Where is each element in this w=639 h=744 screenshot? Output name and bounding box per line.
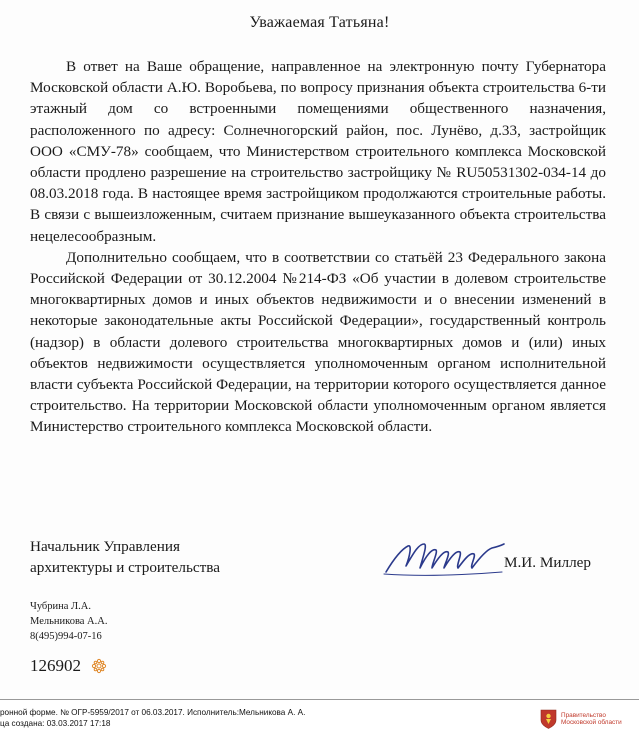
government-logo-text (561, 712, 622, 727)
letter-body (30, 56, 606, 438)
logo-text-line-1: Правительство (561, 711, 606, 719)
footer-document-info: ронной форме. № ОГР-5959/2017 от 06.03.2017. Исполнитель:Мельникова А. А. (0, 708, 306, 717)
executor-name-2: Мельникова А.А. (30, 616, 108, 627)
registration-block (30, 656, 107, 676)
signature-block (30, 538, 610, 588)
handwritten-signature (382, 532, 510, 580)
letter-paragraph-1: В ответ на Ваше обращение, направленное на электронную почту Губернатора Московской области А.Ю. Воробьева, по вопросу признания объекта строительства 6-ти этажный дом со встроенными помещениями общественного назначения, расположенного по адресу: Солнечногорский район, пос. Лунёво, д.33, застройщик ООО «СМУ-78» сообщаем, что Министерством строительного комплекса Московской области продлено разрешение на строительство застройщику № RU50531302-034-14 до 08.03.2018 года. В настоящее время застройщиком продолжаются строительные работы. В связи с вышеизложенным, считаем признание вышеуказанного объекта строительства нецелесообразным. (30, 58, 606, 245)
flower-stamp-icon (91, 658, 107, 674)
logo-text-line-2: Московской области (561, 719, 622, 726)
government-logo (540, 705, 639, 733)
letter-paragraph-2: Дополнительно сообщаем, что в соответствии со статьёй 23 Федерального закона Российской Федерации от 30.12.2004 №214-ФЗ «Об участии в долевом строительстве многоквартирных домов и иных объектов недвижимости и о внесении изменений в некоторые законодательные акты Российской Федерации», государственный контроль (надзор) в области долевого строительства многоквартирных домов и (или) иных объектов недвижимости осуществляется уполномоченным органом исполнительной власти субъекта Российской Федерации, на территории которого осуществляется данное строительство. На территории Московской области уполномоченным органом является Министерство строительного комплекса Московской области. (30, 248, 606, 436)
registration-number: 126902 (30, 656, 81, 675)
document-footer (0, 699, 639, 744)
signer-name: М.И. Миллер (504, 554, 591, 571)
executors-block (30, 599, 107, 644)
signer-title-line-1: Начальник Управления (30, 538, 180, 555)
moscow-region-emblem-icon (540, 709, 557, 729)
footer-creation-date: ца создана: 03.03.2017 17:18 (0, 719, 111, 728)
signer-title-line-2: архитектуры и строительства (30, 559, 221, 576)
letter-salutation: Уважаемая Татьяна! (249, 14, 390, 31)
executor-phone: 8(495)994-07-16 (30, 631, 102, 642)
executor-name-1: Чубрина Л.А. (30, 601, 92, 612)
